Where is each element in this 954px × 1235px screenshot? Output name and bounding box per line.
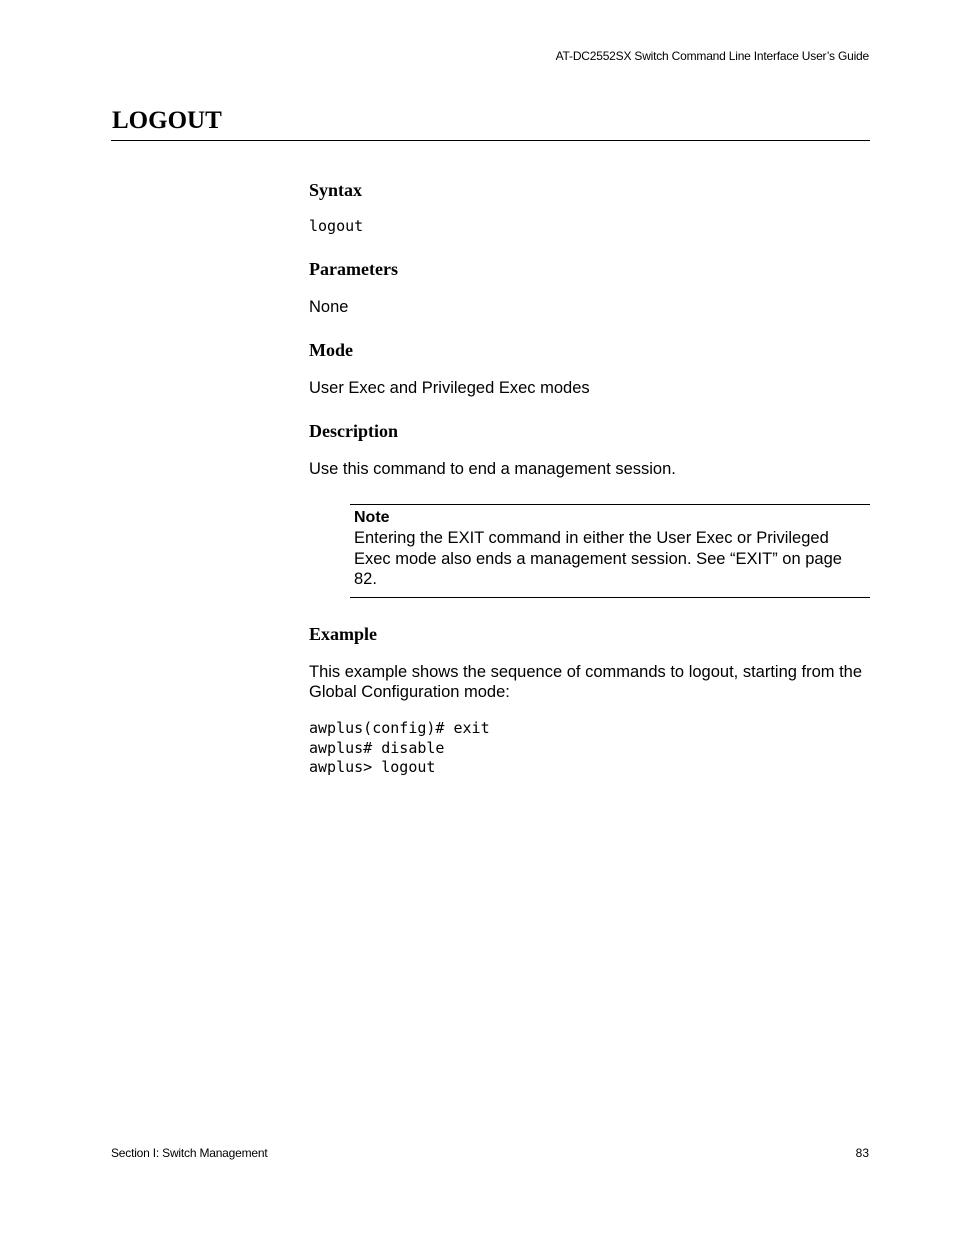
note-text: Entering the EXIT command in either the User Exec or Privileged Exec mode also ends a management session. See “EXIT” on page 82. bbox=[354, 529, 842, 588]
description-text: Use this command to end a management session. bbox=[309, 460, 676, 478]
note-label: Note bbox=[354, 509, 390, 526]
footer-section: Section I: Switch Management bbox=[111, 1146, 268, 1160]
mode-text: User Exec and Privileged Exec modes bbox=[309, 379, 590, 397]
example-code-block bbox=[309, 719, 490, 778]
syntax-command: logout bbox=[309, 217, 364, 235]
page-title: LOGOUT bbox=[112, 107, 222, 134]
syntax-heading: Syntax bbox=[309, 180, 363, 200]
example-text: This example shows the sequence of commands to logout, starting from the Global Configuration mode: bbox=[309, 663, 863, 701]
parameters-text: None bbox=[309, 298, 349, 316]
mode-heading: Mode bbox=[309, 340, 353, 360]
page-number: 83 bbox=[855, 1146, 869, 1160]
parameters-heading: Parameters bbox=[309, 259, 398, 279]
code-line: awplus> logout bbox=[309, 758, 436, 776]
example-heading: Example bbox=[309, 624, 378, 644]
title-divider bbox=[111, 140, 870, 141]
note-box bbox=[350, 504, 870, 598]
description-heading: Description bbox=[309, 421, 398, 441]
code-line: awplus# disable bbox=[309, 738, 445, 757]
code-line: awplus(config)# exit bbox=[309, 719, 490, 737]
running-header: AT-DC2552SX Switch Command Line Interface User’s Guide bbox=[555, 49, 869, 63]
